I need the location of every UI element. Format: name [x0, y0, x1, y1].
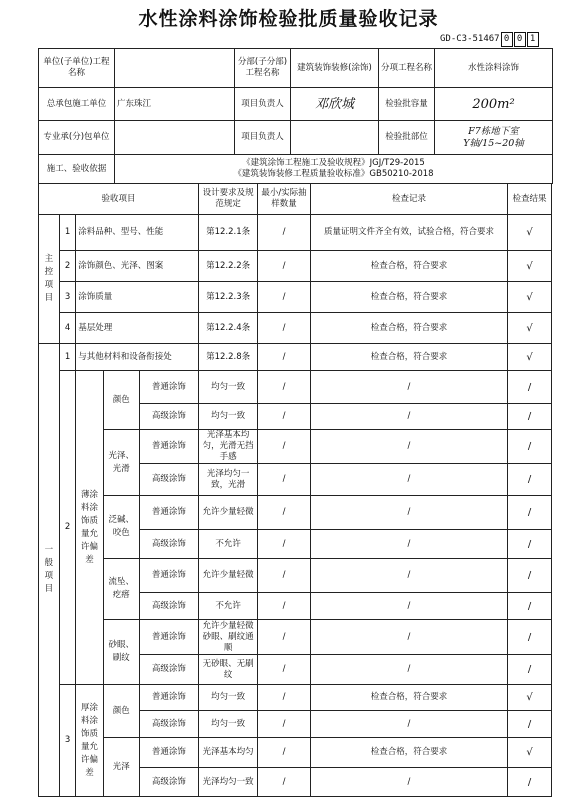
subdivision-value: 建筑装饰装修(涂饰)	[291, 49, 379, 88]
item-sample: /	[258, 251, 311, 282]
item-record: 检查合格，符合要求	[310, 685, 507, 711]
item-requirement: 光泽均匀一致，光滑	[199, 464, 258, 496]
item-sample: /	[258, 768, 311, 797]
item-sample: /	[258, 215, 311, 251]
group-name: 流坠、疙瘩	[103, 559, 139, 620]
item-result: /	[508, 711, 552, 738]
finish-type: 高级涂饰	[139, 530, 198, 559]
code-prefix: GD-C3-51467	[440, 34, 500, 44]
item-requirement: 允许少量轻微	[199, 496, 258, 530]
code-box: 0	[501, 32, 513, 47]
item-sample: /	[258, 711, 311, 738]
item-sample: /	[258, 655, 311, 685]
group-name: 颜色	[103, 371, 139, 430]
document-code	[440, 32, 539, 47]
table-row	[39, 313, 552, 344]
item-requirement: 不允许	[199, 593, 258, 620]
item-record: /	[310, 620, 507, 655]
item-requirement: 第12.2.1条	[199, 215, 258, 251]
main-control-label: 主控项目	[39, 215, 60, 344]
finish-type: 普通涂饰	[139, 685, 198, 711]
item-requirement: 无砂眼、无刷纹	[199, 655, 258, 685]
item-name: 与其他材料和设备衔接处	[76, 344, 199, 371]
item-sample: /	[258, 530, 311, 559]
item-record: 检查合格，符合要求	[310, 251, 507, 282]
item-sample: /	[258, 313, 311, 344]
section-number: 3	[59, 685, 75, 797]
document-title: 水性涂料涂饰检验批质量验收记录	[138, 8, 439, 30]
table-row	[39, 371, 552, 404]
finish-type: 高级涂饰	[139, 404, 198, 430]
item-record: /	[310, 371, 507, 404]
sub-pm-value	[291, 121, 379, 155]
code-box: 1	[527, 32, 539, 47]
item-name: 基层处理	[76, 313, 199, 344]
item-name: 涂饰质量	[76, 282, 199, 313]
capacity-value: 200m²	[435, 88, 553, 121]
item-result: /	[508, 768, 552, 797]
item-requirement: 均匀一致	[199, 371, 258, 404]
group-name: 泛碱、咬色	[103, 496, 139, 559]
finish-type: 普通涂饰	[139, 430, 198, 464]
item-record: /	[310, 404, 507, 430]
basis-label: 施工、验收依据	[39, 155, 115, 184]
location-label: 检验批部位	[379, 121, 435, 155]
item-label: 分项工程名称	[379, 49, 435, 88]
item-requirement: 光泽基本均匀	[199, 738, 258, 768]
contractor-value: 广东珠江	[115, 88, 235, 121]
finish-type: 普通涂饰	[139, 496, 198, 530]
item-record: 质量证明文件齐全有效，试验合格，符合要求	[310, 215, 507, 251]
contractor-label: 总承包施工单位	[39, 88, 115, 121]
col-record: 检查记录	[310, 184, 507, 215]
item-sample: /	[258, 282, 311, 313]
item-value: 水性涂料涂饰	[435, 49, 553, 88]
finish-type: 高级涂饰	[139, 464, 198, 496]
item-result: √	[508, 251, 552, 282]
item-result: /	[508, 559, 552, 593]
item-record: /	[310, 593, 507, 620]
group-name: 光泽、光滑	[103, 430, 139, 496]
item-requirement: 光泽基本均匀，光滑无挡手感	[199, 430, 258, 464]
finish-type: 高级涂饰	[139, 655, 198, 685]
location-line: Y轴/15~20轴	[463, 137, 524, 149]
group-name: 光泽	[103, 738, 139, 797]
item-record: /	[310, 530, 507, 559]
table-row	[39, 430, 552, 464]
acceptance-table	[38, 183, 552, 797]
item-number: 3	[59, 282, 75, 313]
section-number: 2	[59, 371, 75, 685]
item-record: 检查合格，符合要求	[310, 282, 507, 313]
item-sample: /	[258, 404, 311, 430]
item-result: /	[508, 430, 552, 464]
finish-type: 高级涂饰	[139, 768, 198, 797]
col-item: 验收项目	[39, 184, 199, 215]
item-requirement: 均匀一致	[199, 685, 258, 711]
item-result: /	[508, 530, 552, 559]
table-row	[39, 620, 552, 655]
basis-line: 《建筑装饰装修工程质量验收标准》GB50210-2018	[233, 169, 434, 179]
item-sample: /	[258, 738, 311, 768]
finish-type: 普通涂饰	[139, 620, 198, 655]
item-record: 检查合格，符合要求	[310, 313, 507, 344]
item-result: /	[508, 496, 552, 530]
item-requirement: 均匀一致	[199, 404, 258, 430]
table-row	[39, 282, 552, 313]
general-label: 一般项目	[39, 344, 60, 797]
item-sample: /	[258, 620, 311, 655]
item-requirement: 不允许	[199, 530, 258, 559]
item-number: 4	[59, 313, 75, 344]
item-sample: /	[258, 430, 311, 464]
item-requirement: 允许少量轻微	[199, 559, 258, 593]
item-result: √	[508, 215, 552, 251]
location-line: F7栋地下室	[468, 125, 519, 137]
item-requirement: 第12.2.3条	[199, 282, 258, 313]
item-record: /	[310, 559, 507, 593]
item-result: /	[508, 371, 552, 404]
item-record: /	[310, 711, 507, 738]
item-result: √	[508, 282, 552, 313]
pm-label: 项目负责人	[235, 88, 291, 121]
item-number: 2	[59, 251, 75, 282]
section-label: 薄涂料涂饰质量允许偏差	[76, 371, 103, 685]
table-row	[39, 215, 552, 251]
finish-type: 高级涂饰	[139, 593, 198, 620]
item-sample: /	[258, 371, 311, 404]
item-record: /	[310, 464, 507, 496]
table-row	[39, 738, 552, 768]
item-requirement: 第12.2.2条	[199, 251, 258, 282]
item-sample: /	[258, 685, 311, 711]
table-row	[39, 559, 552, 593]
item-result: √	[508, 344, 552, 371]
finish-type: 普通涂饰	[139, 738, 198, 768]
item-sample: /	[258, 464, 311, 496]
item-number: 1	[59, 344, 75, 371]
item-result: /	[508, 464, 552, 496]
table-row	[39, 344, 552, 371]
pm-signature: 邓欣城	[291, 88, 379, 121]
item-result: /	[508, 655, 552, 685]
item-result: √	[508, 738, 552, 768]
item-result: /	[508, 620, 552, 655]
item-sample: /	[258, 593, 311, 620]
col-sample: 最小/实际抽样数量	[258, 184, 311, 215]
item-result: /	[508, 404, 552, 430]
capacity-label: 检验批容量	[379, 88, 435, 121]
sub-label: 专业承(分)包单位	[39, 121, 115, 155]
col-result: 检查结果	[508, 184, 552, 215]
unit-label: 单位(子单位)工程名称	[39, 49, 115, 88]
item-name: 涂饰颜色、光泽、图案	[76, 251, 199, 282]
item-record: /	[310, 768, 507, 797]
item-name: 涂料品种、型号、性能	[76, 215, 199, 251]
item-number: 1	[59, 215, 75, 251]
group-name: 砂眼、刷纹	[103, 620, 139, 685]
item-sample: /	[258, 559, 311, 593]
item-requirement: 第12.2.8条	[199, 344, 258, 371]
table-row	[39, 685, 552, 711]
subdivision-label: 分部(子分部)工程名称	[235, 49, 291, 88]
finish-type: 普通涂饰	[139, 559, 198, 593]
code-box: 0	[514, 32, 526, 47]
group-name: 颜色	[103, 685, 139, 738]
item-sample: /	[258, 496, 311, 530]
basis-line: 《建筑涂饰工程施工及验收规程》JGJ/T29-2015	[242, 158, 425, 168]
item-record: /	[310, 655, 507, 685]
basis-value	[115, 155, 553, 184]
location-value	[435, 121, 553, 155]
unit-value	[115, 49, 235, 88]
item-requirement: 光泽均匀一致	[199, 768, 258, 797]
item-requirement: 第12.2.4条	[199, 313, 258, 344]
section-label: 厚涂料涂饰质量允许偏差	[76, 685, 103, 797]
item-record: /	[310, 430, 507, 464]
sub-pm-label: 项目负责人	[235, 121, 291, 155]
header-table	[38, 48, 553, 184]
item-requirement: 允许少量轻微砂眼、刷纹通顺	[199, 620, 258, 655]
item-result: √	[508, 685, 552, 711]
table-row	[39, 496, 552, 530]
item-record: /	[310, 496, 507, 530]
item-sample: /	[258, 344, 311, 371]
col-req: 设计要求及规范规定	[199, 184, 258, 215]
table-row	[39, 251, 552, 282]
item-record: 检查合格，符合要求	[310, 738, 507, 768]
item-result: /	[508, 593, 552, 620]
item-requirement: 均匀一致	[199, 711, 258, 738]
finish-type: 普通涂饰	[139, 371, 198, 404]
finish-type: 高级涂饰	[139, 711, 198, 738]
sub-value	[115, 121, 235, 155]
item-record: 检查合格，符合要求	[310, 344, 507, 371]
item-result: √	[508, 313, 552, 344]
